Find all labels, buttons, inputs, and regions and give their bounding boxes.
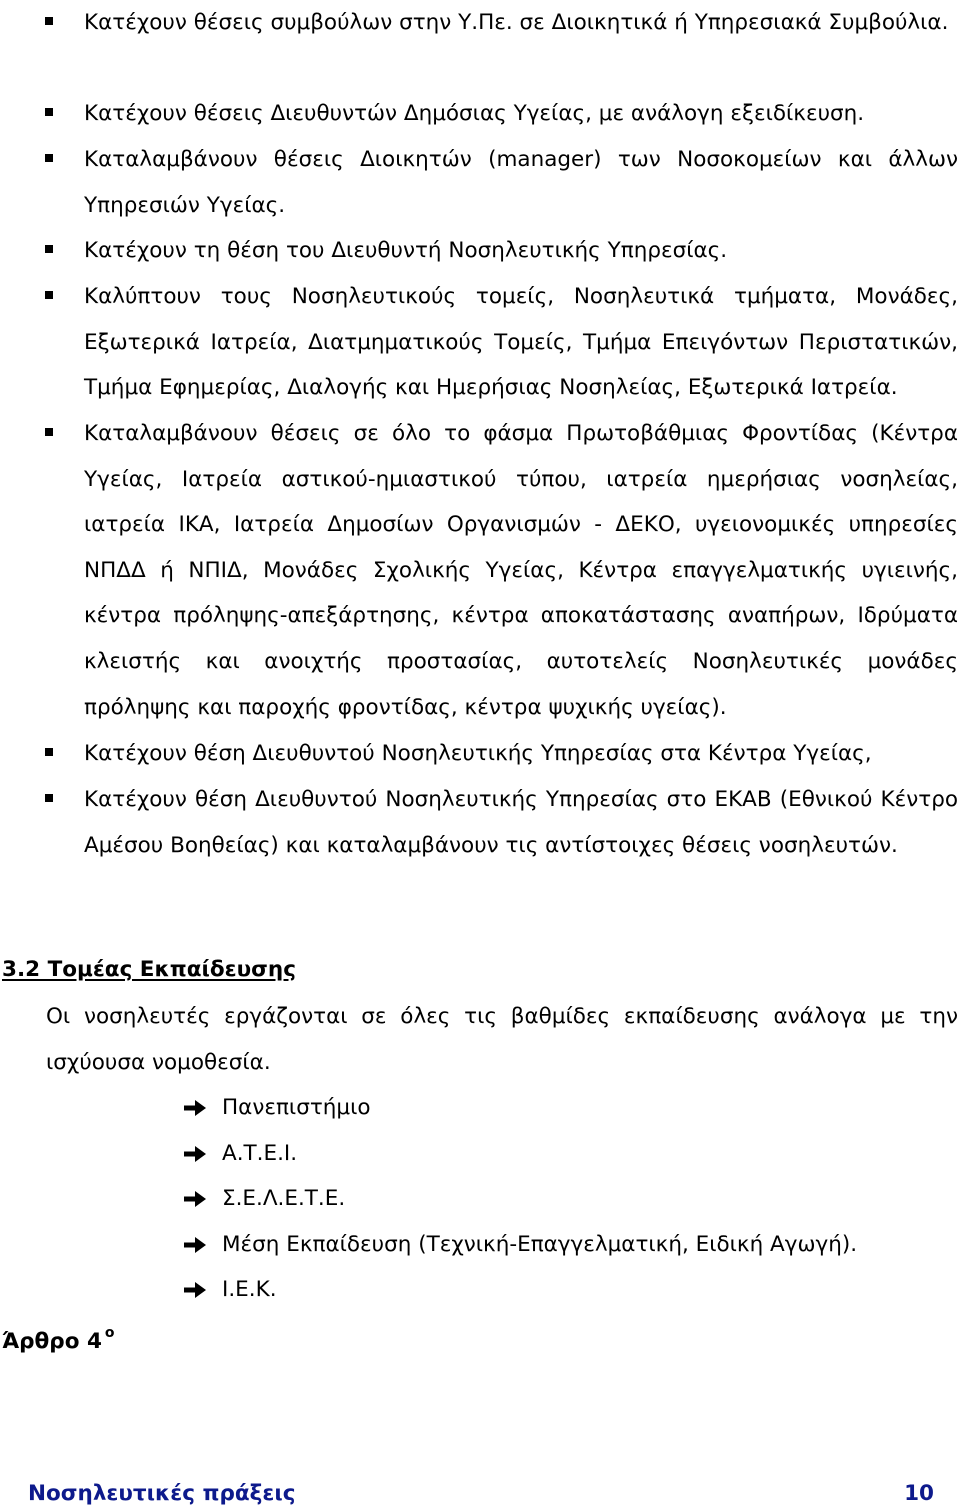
list-item xyxy=(0,411,960,731)
list-item-text: Σ.Ε.Λ.Ε.Τ.Ε. xyxy=(222,1186,346,1212)
list-item xyxy=(0,0,960,91)
list-item-text: Καταλαμβάνουν θέσεις Διοικητών (manager) των Νοσοκομείων και άλλων Υπηρεσιών Υγείας. xyxy=(84,147,958,218)
list-item xyxy=(0,228,960,274)
square-bullet-icon xyxy=(45,748,53,756)
list-item xyxy=(0,1222,960,1268)
right-arrow-icon xyxy=(183,1189,207,1209)
right-arrow-icon xyxy=(183,1144,207,1164)
education-levels-list xyxy=(0,1085,960,1313)
list-item xyxy=(0,274,960,411)
list-item xyxy=(0,1085,960,1131)
list-item-text: Κατέχουν θέσεις συμβούλων στην Υ.Πε. σε Διοικητικά ή Υπηρεσιακά Συμβούλια. xyxy=(84,10,949,35)
list-item-text: Καταλαμβάνουν θέσεις σε όλο το φάσμα Πρωτοβάθμιας Φροντίδας (Κέντρα Υγείας, Ιατρεία αστικού-ημιαστικού τύπου, ιατρεία ημερήσιας νοσηλείας, ιατρεία ΙΚΑ, Ιατρεία Δημοσίων Οργανισμών - ΔΕΚΟ, υγειονομικές υπηρεσίες ΝΠΔΔ ή ΝΠΙΔ, Μονάδες Σχολικής Υγείας, Κέντρα επαγγελματικής υγιεινής, κέντρα πρόληψης-απεξάρτησης, κέντρα αποκατάστασης αναπήρων, Ιδρύματα κλειστής και ανοιχτής προστασίας, αυτοτελείς Νοσηλευτικές μονάδες πρόληψης και παροχής φροντίδας, κέντρα ψυχικής υγείας). xyxy=(84,421,958,720)
list-item-text: Μέση Εκπαίδευση (Τεχνική-Επαγγελματική, Ειδική Αγωγή). xyxy=(222,1231,858,1257)
section-heading: 3.2 Τομέας Εκπαίδευσης xyxy=(2,957,296,982)
square-bullet-icon xyxy=(45,794,53,802)
square-bullet-icon xyxy=(45,154,53,162)
footer-title: Νοσηλευτικές πράξεις xyxy=(28,1481,296,1506)
list-item-text: Κατέχουν θέσεις Διευθυντών Δημόσιας Υγείας, με ανάλογη εξειδίκευση. xyxy=(84,101,865,126)
list-item-text: Κατέχουν θέση Διευθυντού Νοσηλευτικής Υπηρεσίας στα Κέντρα Υγείας, xyxy=(84,741,872,766)
list-item-text: Α.Τ.Ε.Ι. xyxy=(222,1140,298,1166)
article-label: Άρθρο 4 xyxy=(2,1329,102,1354)
section-paragraph: Οι νοσηλευτές εργάζονται σε όλες τις βαθμίδες εκπαίδευσης ανάλογα με την ισχύουσα νομοθεσία. xyxy=(46,1004,958,1075)
list-item xyxy=(0,91,960,137)
right-arrow-icon xyxy=(183,1280,207,1300)
square-bullet-icon xyxy=(45,428,53,436)
list-item-text: Κατέχουν τη θέση του Διευθυντή Νοσηλευτικής Υπηρεσίας. xyxy=(84,238,728,263)
article-superscript: ο xyxy=(104,1325,115,1341)
list-item xyxy=(0,1267,960,1313)
list-item-text: Πανεπιστήμιο xyxy=(222,1095,371,1120)
list-item-text: Κατέχουν θέση Διευθυντού Νοσηλευτικής Υπηρεσίας στο ΕΚΑΒ (Εθνικού Κέντρο Αμέσου Βοηθείας) και καταλαμβάνουν τις αντίστοιχες θέσεις νοσηλευτών. xyxy=(84,787,958,858)
square-bullet-icon xyxy=(45,291,53,299)
square-bullet-icon xyxy=(45,245,53,253)
article-heading xyxy=(2,1315,115,1360)
square-bullet-icon xyxy=(45,108,53,116)
page-number: 10 xyxy=(904,1481,934,1506)
list-item xyxy=(0,731,960,777)
list-item-text: Καλύπτουν τους Νοσηλευτικούς τομείς, Νοσηλευτικά τμήματα, Μονάδες, Εξωτερικά Ιατρεία, Διατμηματικούς Τομείς, Τμήμα Επειγόντων Περιστατικών, Τμήμα Εφημερίας, Διαλογής και Ημερήσιας Νοσηλείας, Εξωτερικά Ιατρεία. xyxy=(84,284,958,401)
square-bullet-icon xyxy=(45,17,53,25)
right-arrow-icon xyxy=(183,1098,207,1118)
list-item xyxy=(0,137,960,228)
list-item xyxy=(0,777,960,914)
list-item xyxy=(0,1131,960,1177)
right-arrow-icon xyxy=(183,1235,207,1255)
list-item-text: Ι.Ε.Κ. xyxy=(222,1277,277,1303)
list-item xyxy=(0,1176,960,1222)
